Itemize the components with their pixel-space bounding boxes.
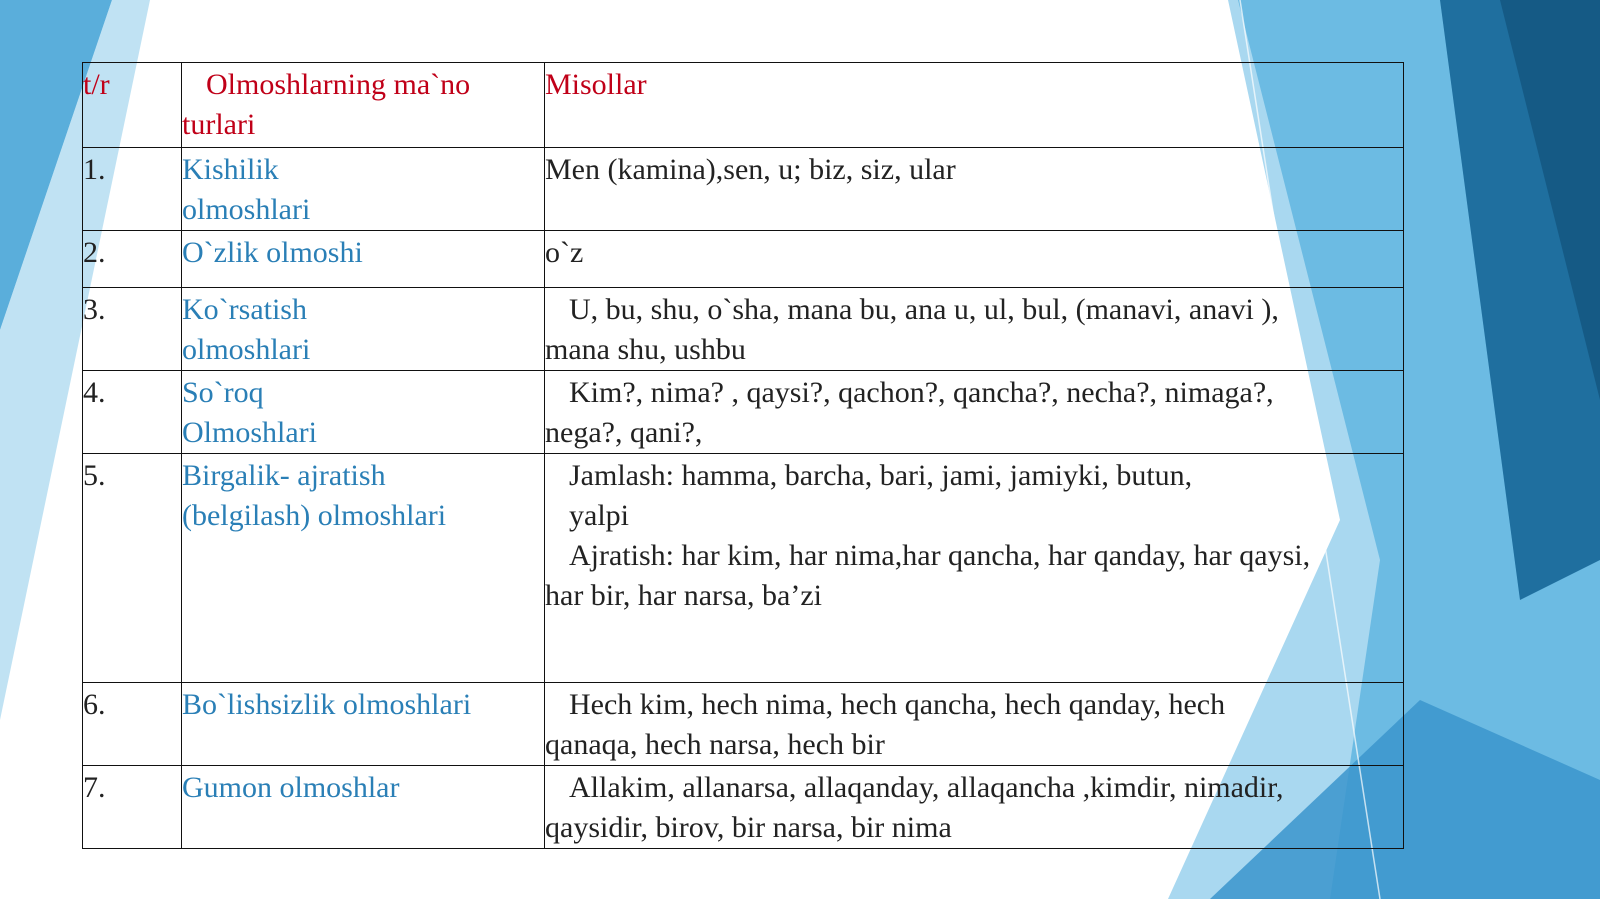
- examples-cell: [545, 683, 1404, 766]
- table-row: [83, 766, 1404, 849]
- row-number: 3.: [83, 288, 182, 371]
- row-number: 6.: [83, 683, 182, 766]
- example-line: o`z: [545, 236, 584, 269]
- example-line: Kim?, nima? , qaysi?, qachon?, qancha?, necha?, nimaga?,: [569, 376, 1274, 409]
- pronoun-type-line: So`roq: [182, 376, 264, 409]
- pronoun-types-table: [82, 62, 1404, 849]
- pronoun-type-cell: [182, 371, 545, 454]
- example-line: yalpi: [569, 499, 629, 532]
- pronoun-type-line: Olmoshlari: [182, 416, 317, 449]
- row-number: 4.: [83, 371, 182, 454]
- header-type-cell: [182, 63, 545, 148]
- table-row: [83, 454, 1404, 683]
- table-row: [83, 148, 1404, 231]
- example-line: qaysidir, birov, bir narsa, bir nima: [545, 811, 952, 844]
- examples-cell: [545, 148, 1404, 231]
- example-line: Men (kamina),sen, u; biz, siz, ular: [545, 153, 956, 186]
- example-line: Ajratish: har kim, har nima,har qancha, har qanday, har qaysi,: [569, 539, 1311, 572]
- row-number: 5.: [83, 454, 182, 683]
- row-number: 7.: [83, 766, 182, 849]
- pronoun-type-line: Kishilik: [182, 153, 279, 186]
- example-line: Hech kim, hech nima, hech qancha, hech qanday, hech: [569, 688, 1226, 721]
- examples-cell: [545, 371, 1404, 454]
- pronoun-type-cell: [182, 683, 545, 766]
- pronoun-type-line: olmoshlari: [182, 193, 311, 226]
- pronoun-type-cell: [182, 454, 545, 683]
- example-line: qanaqa, hech narsa, hech bir: [545, 728, 885, 761]
- pronoun-type-cell: [182, 766, 545, 849]
- pronoun-type-cell: [182, 231, 545, 288]
- pronoun-type-line: Bo`lishsizlik olmoshlari: [182, 688, 472, 721]
- table-row: [83, 231, 1404, 288]
- examples-cell: [545, 288, 1404, 371]
- table-row: [83, 371, 1404, 454]
- example-line: U, bu, shu, o`sha, mana bu, ana u, ul, bul, (manavi, anavi ),: [569, 293, 1279, 326]
- row-number: 2.: [83, 231, 182, 288]
- example-line: nega?, qani?,: [545, 416, 703, 449]
- example-line: Allakim, allanarsa, allaqanday, allaqancha ,kimdir, nimadir,: [569, 771, 1284, 804]
- pronoun-type-line: Ko`rsatish: [182, 293, 307, 326]
- header-type-line1: Olmoshlarning ma`no: [206, 68, 471, 101]
- examples-cell: [545, 231, 1404, 288]
- table-row: [83, 288, 1404, 371]
- pronoun-type-line: O`zlik olmoshi: [182, 236, 363, 269]
- header-number: t/r: [83, 68, 110, 101]
- example-line: mana shu, ushbu: [545, 333, 746, 366]
- header-number-cell: [83, 63, 182, 148]
- examples-cell: [545, 766, 1404, 849]
- header-examples-cell: [545, 63, 1404, 148]
- pronoun-type-cell: [182, 148, 545, 231]
- header-examples: Misollar: [545, 68, 647, 101]
- pronoun-type-line: (belgilash) olmoshlari: [182, 499, 447, 532]
- row-number: 1.: [83, 148, 182, 231]
- examples-cell: [545, 454, 1404, 683]
- table-row: [83, 683, 1404, 766]
- table-header-row: [83, 63, 1404, 148]
- pronoun-type-line: olmoshlari: [182, 333, 311, 366]
- header-type-line2: turlari: [182, 108, 256, 141]
- example-line: har bir, har narsa, ba’zi: [545, 579, 822, 612]
- pronoun-type-line: Birgalik- ajratish: [182, 459, 386, 492]
- pronoun-type-line: Gumon olmoshlar: [182, 771, 400, 804]
- pronoun-type-cell: [182, 288, 545, 371]
- example-line: Jamlash: hamma, barcha, bari, jami, jamiyki, butun,: [569, 459, 1193, 492]
